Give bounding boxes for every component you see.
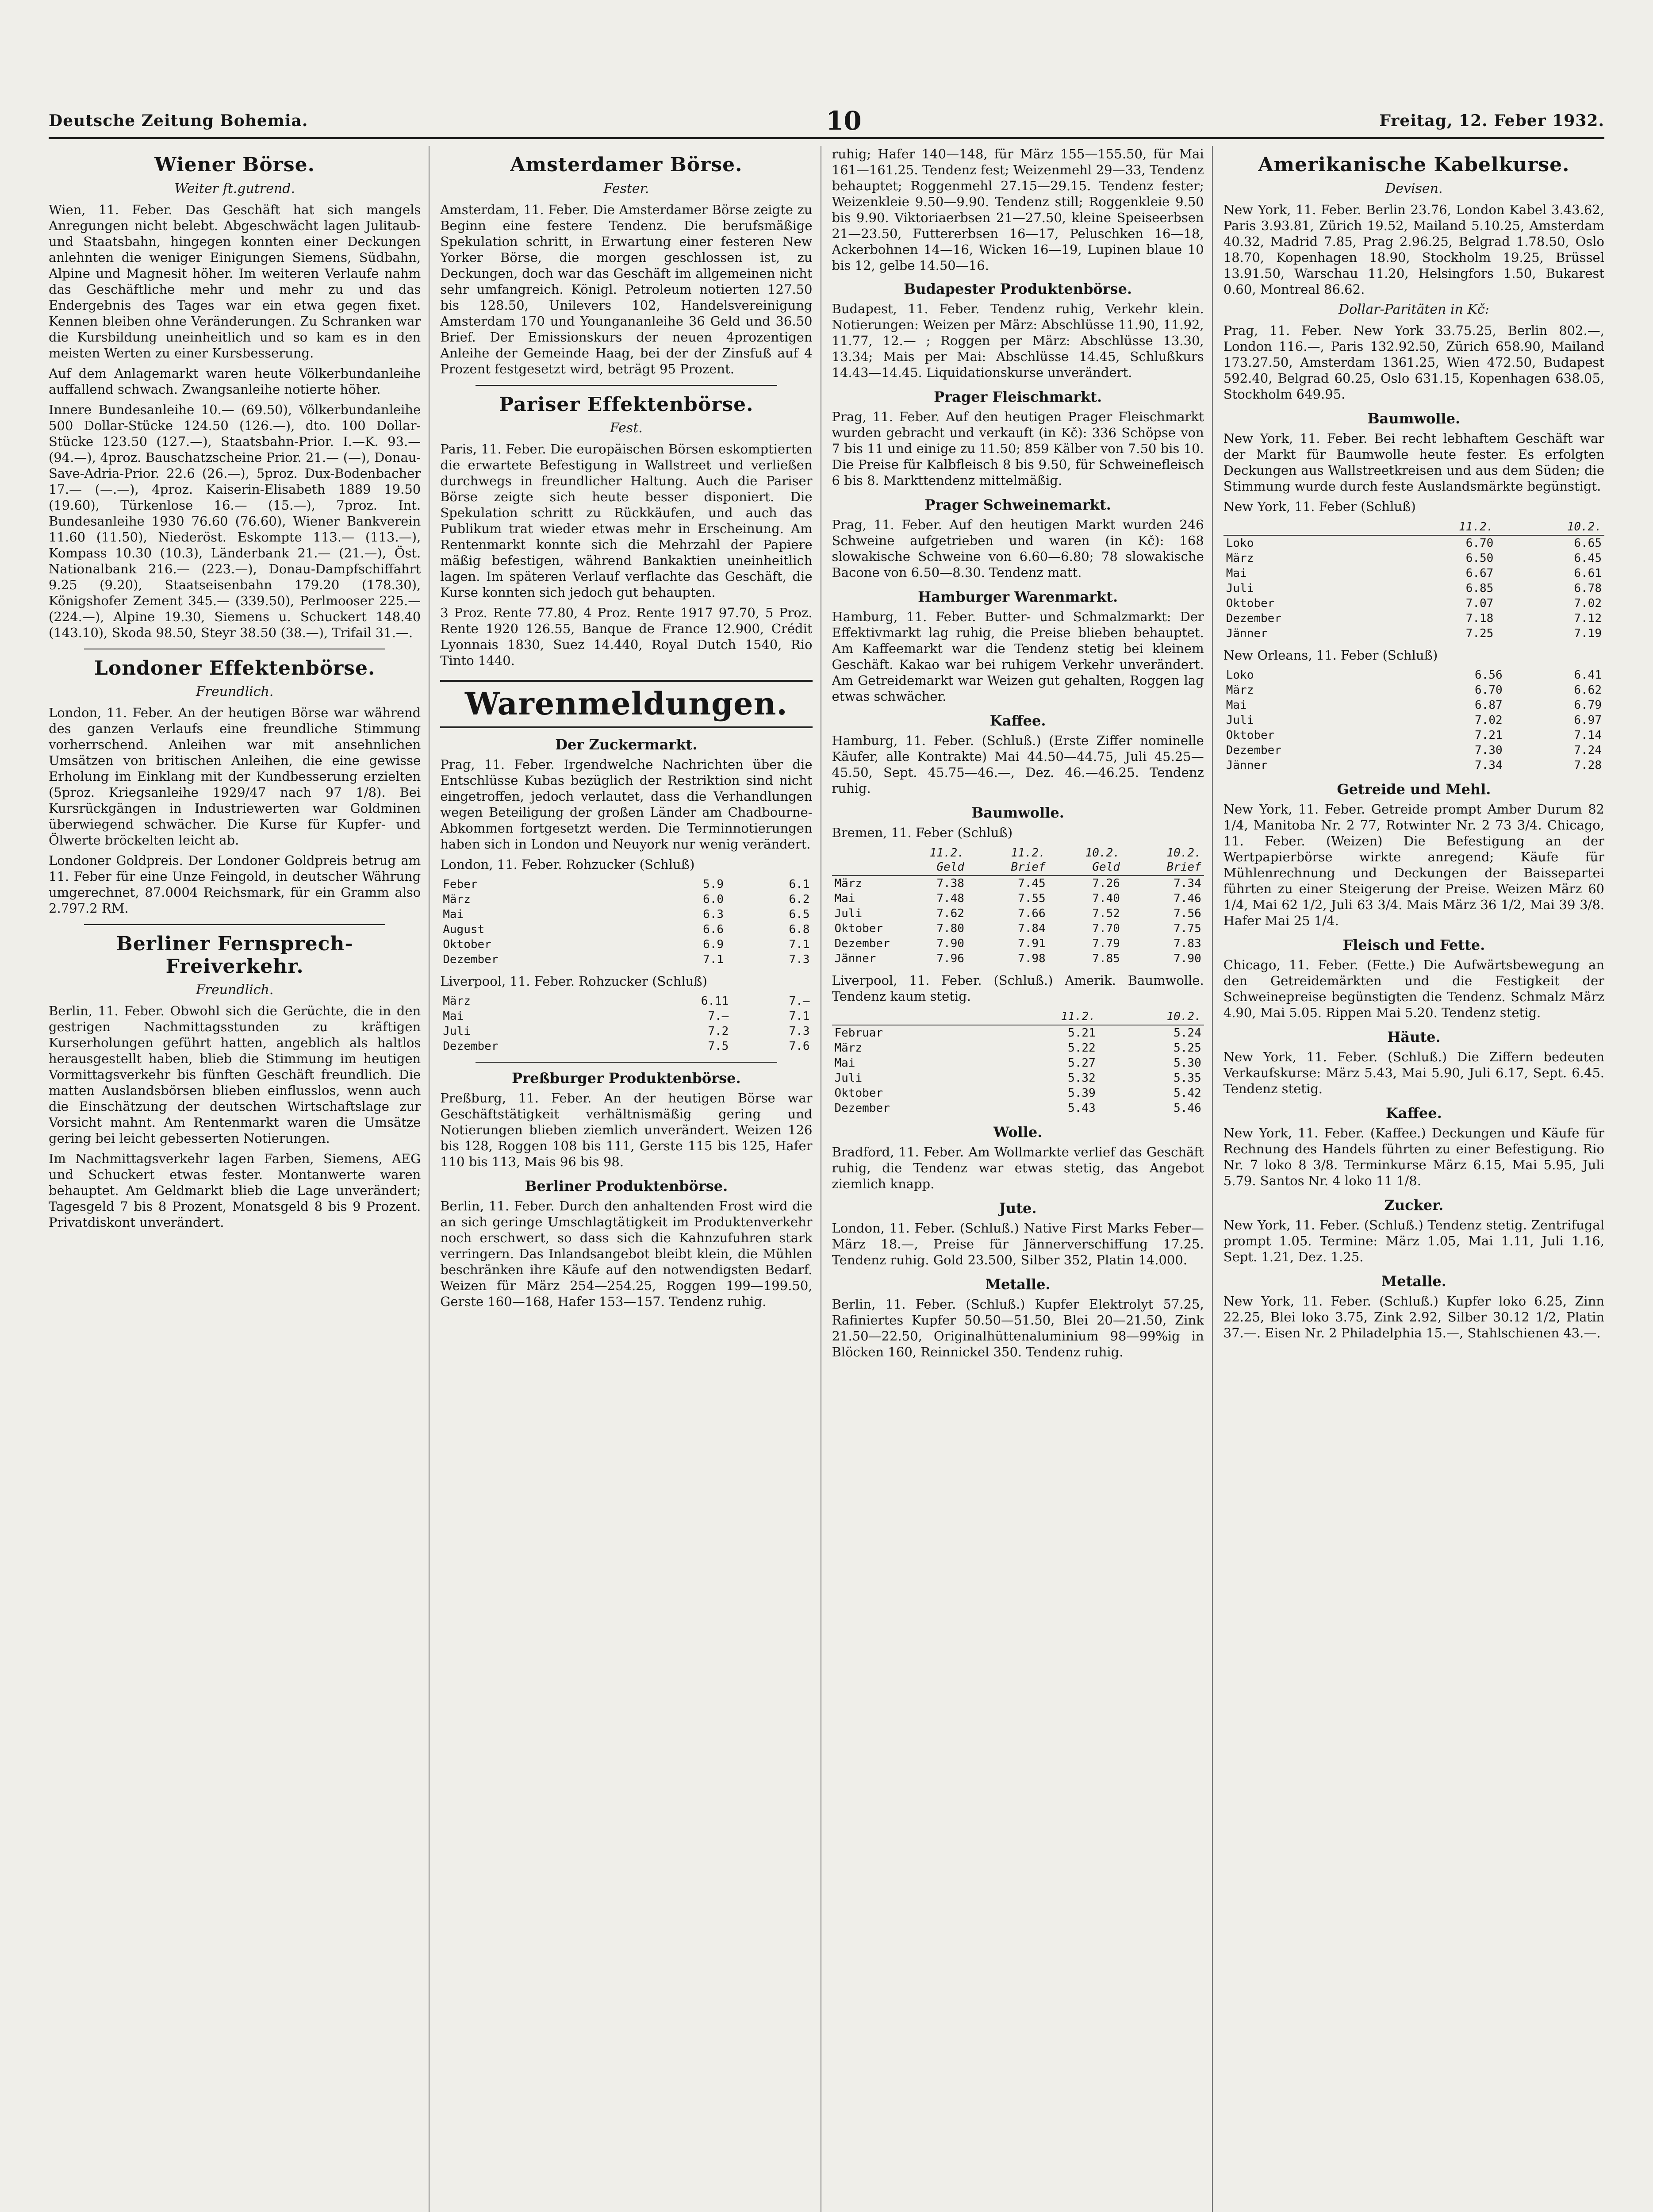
table-cell: 6.45 xyxy=(1574,551,1602,565)
table-cell: 7.91 xyxy=(1018,937,1046,950)
table-row xyxy=(1223,713,1604,728)
table-cell: 6.85 xyxy=(1465,581,1494,595)
table-cell: Jänner xyxy=(1226,758,1268,772)
columns xyxy=(49,146,1604,2212)
table-cell: 5.27 xyxy=(1068,1056,1096,1070)
article-paragraph: Prag, 11. Feber. Auf den heutigen Prager Fleischmarkt wurden gebracht und verkauft (in Kč): 336 Schöpse von 7 bis 11 und einige zu 11.50; 859 Kälber von 7.50 bis 10. Die Preise für Kalbfleisch 8 bis 9.50, für Schweinefleisch 6 bis 8. Markttendenz mittelmäßig. xyxy=(832,409,1204,488)
table-row xyxy=(832,876,1204,891)
section-title: Häute. xyxy=(1387,1028,1441,1045)
table-cell: 7.40 xyxy=(1092,892,1120,905)
cotton-neworleans-table xyxy=(1223,668,1604,773)
table-cell: 5.24 xyxy=(1174,1026,1201,1040)
table-cell: 7.28 xyxy=(1574,758,1602,772)
article-paragraph: New York, 11. Feber. Bei recht lebhaftem Geschäft war der Markt für Baumwolle heute fester. Es erfolgten Deckungen aus Wallstreetkreisen und aus dem Süden; die Stimmung wurde durch feste Auslandsmärkte begünstigt. xyxy=(1223,430,1604,494)
article-paragraph: Budapest, 11. Feber. Tendenz ruhig, Verkehr klein. Notierungen: Weizen per März: Abschlüsse 11.90, 11.92, 11.77, 12.— ; Roggen per März: Abschlüsse 13.30, 13.34; Mais per Mai: Abschlüsse 14.45, Schlußkurs 14.43—14.45. Liquidationskurse unverändert. xyxy=(832,301,1204,380)
table-cell: 7.46 xyxy=(1174,892,1201,905)
article-paragraph: Prag, 11. Feber. Auf den heutigen Markt wurden 246 Schweine aufgetrieben und waren (in Kč): 168 slowakische Schweine von 6.60—6.80; 78 slowakische Bacone von 6.50—8.30. Tendenz matt. xyxy=(832,517,1204,580)
table-cell: Loko xyxy=(1226,668,1254,682)
table-row xyxy=(1223,743,1604,758)
cotton-liverpool-table xyxy=(832,1009,1204,1116)
table-cell: 7.5 xyxy=(708,1039,729,1053)
table-row xyxy=(440,892,812,907)
section-hamburger-warenmarkt xyxy=(832,588,1204,704)
masthead-name: Deutsche Zeitung Bohemia. xyxy=(49,111,308,130)
table-cell: 7.18 xyxy=(1465,611,1494,625)
article-paragraph: Wien, 11. Feber. Das Geschäft hat sich mangels Anregungen nicht belebt. Abgeschwächt lagen Julitaub- und Staatsbahn, hingegen konnten einer Deckungen anlehnten die weniger Einigungen Siemens, Südbahn, Alpine und Magnesit höher. Im weiteren Verlaufe nahm das Geschäftliche mehr und mehr zu und das Endergebnis des Tages war ein etwa gegen fixet. Kennen bleiben ohne Veränderungen. Zu Schranken war die Kursbildung uneinheitlich und so kam es in den meisten Werten zu einer Kursbesserung. xyxy=(49,202,421,361)
table-cell: 5.35 xyxy=(1174,1071,1201,1085)
table-cell: Feber xyxy=(443,877,478,891)
table-cell: 5.22 xyxy=(1068,1041,1096,1055)
table-cell: 6.11 xyxy=(701,994,729,1008)
table-row xyxy=(440,1024,812,1039)
table-row xyxy=(832,1086,1204,1101)
section-kaffee xyxy=(832,712,1204,796)
table-cell: 7.6 xyxy=(789,1039,810,1053)
table-cell: Oktober xyxy=(443,937,491,951)
table-cell: 6.65 xyxy=(1574,536,1602,550)
table-cell: 7.56 xyxy=(1174,907,1201,920)
table-cell: 7.55 xyxy=(1018,892,1046,905)
table-cell: Oktober xyxy=(1226,728,1275,742)
table-row xyxy=(832,1041,1204,1056)
table-row xyxy=(832,921,1204,936)
article-paragraph: Berlin, 11. Feber. (Schluß.) Kupfer Elektrolyt 57.25, Rafiniertes Kupfer 50.50—51.50, Blei 20—21.50, Zink 21.50—22.50, Originalhüttenaluminium 98—99%ig in Blöcken 160, Reinnickel 350. Tendenz ruhig. xyxy=(832,1297,1204,1359)
table-cell: 6.8 xyxy=(789,922,810,936)
table-row xyxy=(440,922,812,937)
article-paragraph: Amsterdam, 11. Feber. Die Amsterdamer Börse zeigte zu Beginn eine festere Tendenz. Die berufsmäßige Spekulation schritt, in Erwartung einer festeren New Yorker Börse, die morgen geschlossen ist, zu Deckungen, doch war das Geschäft im allgemeinen nicht sehr umfangreich. Königl. Petroleum notierten 127.50 bis 128.50, Unilevers 102, Handelsvereinigung Amsterdam 170 und Youngananleihe 36 Geld und 36.50 Brief. Der Emissionskurs der neuen 4prozentigen Anleihe der Gemeinde Haag, bei der der Zinsfuß auf 4 Prozent festgesetzt wird, beträgt 95 Prozent. xyxy=(440,202,813,376)
table-cell: 6.3 xyxy=(703,907,724,921)
column-3 xyxy=(832,146,1213,2212)
section-subtitle: Weiter ft.gutrend. xyxy=(174,180,295,196)
table-cell: Jänner xyxy=(1226,626,1268,640)
section-title: Amerikanische Kabelkurse. xyxy=(1258,154,1570,176)
table-cell: 7.1 xyxy=(703,952,724,966)
table-cell: 7.2 xyxy=(708,1024,729,1038)
subsection-title: Der Zuckermarkt. xyxy=(555,736,698,753)
section-title: Hamburger Warenmarkt. xyxy=(918,588,1118,605)
table-cell: 7.12 xyxy=(1574,611,1602,625)
table-cell: Dezember xyxy=(443,1039,499,1053)
table-row xyxy=(440,877,812,892)
page-number: 10 xyxy=(826,106,862,136)
article-paragraph: New York, 11. Feber. (Kaffee.) Deckungen und Käufe für Rechnung des Handels führten zu einer Befestigung. Rio Nr. 7 loko 8 3/8. Terminkurse März 6.15, Mai 5.95, Juli 5.79. Santos Nr. 4 loko 11 1/8. xyxy=(1223,1125,1604,1188)
section-metalle xyxy=(832,1276,1204,1360)
table-row xyxy=(440,907,812,922)
table-cell: März xyxy=(443,892,471,906)
table-cell: 7.21 xyxy=(1475,728,1503,742)
article-paragraph: Prag, 11. Feber. New York 33.75.25, Berlin 802.—, London 116.—, Paris 132.92.50, Zürich 658.90, Mailand 173.27.50, Amsterdam 1361.25, Wien 472.50, Budapest 592.40, Belgrad 60.25, Oslo 631.15, Kopenhagen 638.05, Stockholm 649.95. xyxy=(1223,323,1604,402)
table-cell: Mai xyxy=(1226,698,1247,712)
table-cell: Februar xyxy=(834,1026,883,1040)
table-cell: Mai xyxy=(443,1009,464,1023)
table-cell: 7.90 xyxy=(1174,952,1201,965)
table-caption: Liverpool, 11. Feber. Rohzucker (Schluß) xyxy=(440,973,707,989)
table-row xyxy=(832,936,1204,951)
table-cell: 7.38 xyxy=(936,877,964,890)
table-cell: Mai xyxy=(443,907,464,921)
table-cell: 6.70 xyxy=(1475,683,1503,697)
section-title: Budapester Produktenbörse. xyxy=(904,280,1132,297)
table-row xyxy=(1223,535,1604,551)
table-cell: 6.70 xyxy=(1465,536,1494,550)
table-cell: 7.79 xyxy=(1092,937,1120,950)
table-cell: 7.98 xyxy=(1018,952,1046,965)
table-caption: London, 11. Feber. Rohzucker (Schluß) xyxy=(440,856,695,872)
section-haeute xyxy=(1223,1029,1604,1097)
table-cell: 7.07 xyxy=(1465,596,1494,610)
table-cell: März xyxy=(834,877,863,890)
column-4 xyxy=(1223,146,1604,2212)
section-prager-schweinemarkt xyxy=(832,496,1204,580)
table-cell: Oktober xyxy=(834,1087,883,1100)
table-row xyxy=(1223,758,1604,773)
article-paragraph: Liverpool, 11. Feber. (Schluß.) Amerik. Baumwolle. Tendenz kaum stetig. xyxy=(832,973,1204,1004)
table-cell: 5.32 xyxy=(1068,1071,1096,1085)
table-cell: 6.5 xyxy=(789,907,810,921)
article-paragraph: Auf dem Anlagemarkt waren heute Völkerbundanleihe auffallend schwach. Zwangsanleihe notierte höher. xyxy=(49,365,421,397)
table-cell: Juli xyxy=(834,1071,863,1085)
section-fleisch-fette xyxy=(1223,937,1604,1021)
table-cell: 6.1 xyxy=(789,877,810,891)
table-cell: Oktober xyxy=(834,922,883,935)
table-cell: 5.46 xyxy=(1174,1102,1201,1115)
table-cell: 7.83 xyxy=(1174,937,1201,950)
section-budapester-produktenboerse xyxy=(832,280,1204,380)
table-row xyxy=(1223,611,1604,626)
section-subtitle: Fest. xyxy=(610,420,643,436)
article-paragraph: ruhig; Hafer 140—148, für März 155—155.50, für Mai 161—161.25. Tendenz fest; Weizenmehl 29—33, Tendenz behauptet; Roggenmehl 27.15—29.15. Tendenz fester; Weizenkleie 9.50—9.90. Tendenz still; Roggenkleie 9.50 bis 9.90. Viktoriaerbsen 21—27.50, kleine Speiseerbsen 21—23.50, Futtererbsen 16—17, Peluschken 16—18, Ackerbohnen 14—16, Wicken 16—19, Lupinen blaue 10 bis 12, gelbe 14.50—16. xyxy=(832,146,1204,273)
table-cell: Mai xyxy=(834,892,855,905)
section-subtitle: Fester. xyxy=(603,180,649,196)
table-cell: Juli xyxy=(1226,713,1254,727)
table-cell: Mai xyxy=(1226,566,1247,580)
table-cell: 5.9 xyxy=(703,877,724,891)
table-cell: 7.25 xyxy=(1465,626,1494,640)
article-paragraph: Innere Bundesanleihe 10.— (69.50), Völkerbundanleihe 500 Dollar-Stücke 124.50 (126.—), dto. 100 Dollar-Stücke 123.50 (127.—), Staatsbahn-Prior. I.—K. 93.— (94.—), 4proz. Bauschatzscheine Prior. 21.— (—), Donau-Save-Adria-Prior. 22.6 (26.—), 5proz. Dux-Bodenbacher 17.— (—.—), 4proz. Kaiserin-Elisabeth 1889 19.50 (19.60), Türkenlose 16.— (15.—), 7proz. Int. Bundesanleihe 1930 76.60 (76.60), Wiener Bankverein 11.60 (11.50), Niederöst. Eskompte 113.— (113.—), Kompass 10.30 (10.3), Länderbank 21.— (21.—), Öst. Nationalbank 216.— (223.—), Donau-Dampfschiffahrt 9.25 (9.20), Staatseisenbahn 179.20 (178.30), Königshofer Zement 345.— (339.50), Perlmooser 225.— (224.—), Alpine 19.30, Siemens u. Schuckert 148.40 (143.10), Skoda 98.50, Steyr 38.50 (38.—), Trifail 31.—. xyxy=(49,402,421,640)
table-cell: 7.84 xyxy=(1018,922,1046,935)
table-cell: 7.1 xyxy=(789,1009,810,1023)
table-cell: 7.48 xyxy=(936,892,964,905)
table-cell: März xyxy=(834,1041,863,1055)
table-cell: 7.14 xyxy=(1574,728,1602,742)
table-cell: 7.80 xyxy=(936,922,964,935)
table-cell: 7.85 xyxy=(1092,952,1120,965)
table-row xyxy=(440,952,812,967)
table-row xyxy=(1223,626,1604,641)
section-kaffee-ny xyxy=(1223,1105,1604,1189)
table-row xyxy=(1223,698,1604,713)
article-paragraph: Berlin, 11. Feber. Durch den anhaltenden Frost wird die an sich geringe Umschlagtätigkeit im Produktenverkehr noch erschwert, so dass sich die Kahnzufuhren stark verringern. Das Inlandsangebot bleibt klein, die Mühlen beschränken ihre Käufe auf den notwendigsten Bedarf. Weizen für März 254—254.25, Roggen 199—199.50, Gerste 160—168, Hafer 153—157. Tendenz ruhig. xyxy=(440,1198,813,1309)
section-title: Baumwolle. xyxy=(971,804,1064,821)
table-header-cell: 11.2. Brief xyxy=(967,845,1048,876)
table-cell: März xyxy=(1226,551,1254,565)
table-row xyxy=(832,1101,1204,1116)
table-row xyxy=(832,1071,1204,1086)
table-cell: 7.62 xyxy=(936,907,964,920)
table-header-cell xyxy=(1223,519,1388,535)
section-amerikanische-kabelkurse xyxy=(1223,154,1604,402)
table-cell: 6.79 xyxy=(1574,698,1602,712)
section-title: Getreide und Mehl. xyxy=(1337,780,1491,798)
table-row xyxy=(1223,683,1604,698)
table-cell: März xyxy=(1226,683,1254,697)
table-cell: Juli xyxy=(443,1024,471,1038)
section-subtitle: Freundlich. xyxy=(196,982,274,998)
table-row xyxy=(440,1009,812,1024)
article-paragraph: Hamburg, 11. Feber. Butter- und Schmalzmarkt: Der Effektivmarkt lag ruhig, die Preise blieben behauptet. Am Kaffeemarkt war die Tendenz stetig bei kleinem Geschäft. Kakao war bei ruhigem Verkehr unverändert. Am Getreidemarkt war Weizen gut gehalten, Roggen lag etwas schwächer. xyxy=(832,609,1204,704)
table-cell: 6.78 xyxy=(1574,581,1602,595)
table-cell: 6.87 xyxy=(1475,698,1503,712)
table-row xyxy=(1223,551,1604,566)
article-paragraph: Paris, 11. Feber. Die europäischen Börsen eskomptierten die erwartete Befestigung in Wallstreet und verließen durchwegs in freundlicher Haltung. Auch die Pariser Börse zeigte sich heute besser disponiert. Die Spekulation schritt zu Rückkäufen, und auch das Publikum trat wieder etwas mehr in Erscheinung. Am Rentenmarkt konnte sich die Mehrzahl der Papiere mäßig befestigen, während Bankaktien uneinheitlich lagen. Im späteren Verlauf verflachte das Geschäft, die Kurse konnten sich jedoch gut behaupten. xyxy=(440,442,813,600)
section-title: Berliner Fernsprech-Freiverkehr. xyxy=(116,933,353,978)
table-cell: 5.43 xyxy=(1068,1102,1096,1115)
section-metalle-ny xyxy=(1223,1273,1604,1341)
section-prager-fleischmarkt xyxy=(832,388,1204,488)
section-title: Wiener Börse. xyxy=(154,154,315,176)
table-cell: Dezember xyxy=(834,1102,890,1115)
article-paragraph: Preßburg, 11. Feber. An der heutigen Börse war Geschäftstätigkeit verhältnismäßig gering und Notierungen blieben ziemlich unverändert. Weizen 126 bis 128, Roggen 108 bis 111, Gerste 115 bis 125, Hafer 110 bis 113, Mais 96 bis 98. xyxy=(440,1090,813,1169)
table-cell: 6.61 xyxy=(1574,566,1602,580)
table-row xyxy=(1223,596,1604,611)
table-cell: 7.02 xyxy=(1574,596,1602,610)
article-paragraph: New York, 11. Feber. (Schluß.) Die Ziffern bedeuten Verkaufskurse: März 5.43, Mai 5.90, Juli 6.17, Sept. 6.45. Tendenz stetig. xyxy=(1223,1049,1604,1096)
table-cell: 6.97 xyxy=(1574,713,1602,727)
article-paragraph: Berlin, 11. Feber. Obwohl sich die Gerüchte, die in den gestrigen Nachmittagsstunden zu kräftigen Kurserholungen geführt hatten, angeblich als haltlos herausgestellt haben, blieb die Stimmung im heutigen Vormittagsverkehr bis fünften Geschäft freundlich. Die matten Auslandsbörsen blieben einflusslos, wenn auch die Einschätzung der deutschen Wirtschaftslage zur Vorsicht mahnt. Am Rentenmarkt waren die Umsätze gering bei leicht gebesserten Notierungen. xyxy=(49,1003,421,1146)
table-row xyxy=(440,994,812,1009)
table-cell: 7.96 xyxy=(936,952,964,965)
table-cell: 6.2 xyxy=(789,892,810,906)
table-cell: 7.1 xyxy=(789,937,810,951)
section-title: Berliner Produktenbörse. xyxy=(525,1177,728,1194)
table-cell: 5.21 xyxy=(1068,1026,1096,1040)
table-cell: Dezember xyxy=(1226,611,1281,625)
section-title: Metalle. xyxy=(1381,1272,1446,1290)
table-cell: Oktober xyxy=(1226,596,1275,610)
table-row xyxy=(832,1025,1204,1041)
table-cell: 7.34 xyxy=(1174,877,1201,890)
table-row xyxy=(832,891,1204,906)
table-cell: 7.— xyxy=(789,994,810,1008)
table-cell: 6.50 xyxy=(1465,551,1494,565)
table-cell: 7.30 xyxy=(1475,743,1503,757)
article-paragraph: Hamburg, 11. Feber. (Schluß.) (Erste Ziffer nominelle Käufer, alle Kontrakte) Mai 44.50—44.75, Juli 45.25—45.50, Sept. 45.75—46.—, Dez. 46.—46.25. Tendenz ruhig. xyxy=(832,733,1204,796)
table-row xyxy=(832,906,1204,921)
table-cell: 7.24 xyxy=(1574,743,1602,757)
table-cell: 7.02 xyxy=(1475,713,1503,727)
table-cell: 7.45 xyxy=(1018,877,1046,890)
section-getreide-mehl xyxy=(1223,781,1604,929)
table-cell: 7.— xyxy=(708,1009,729,1023)
issue-date: Freitag, 12. Feber 1932. xyxy=(1379,111,1604,130)
table-row xyxy=(1223,728,1604,743)
table-cell: August xyxy=(443,922,485,936)
section-berliner-freiverkehr xyxy=(49,933,421,1230)
section-title: Prager Fleischmarkt. xyxy=(934,388,1102,405)
table-cell: 6.41 xyxy=(1574,668,1602,682)
sugar-london-table xyxy=(440,877,812,967)
running-header xyxy=(49,104,1604,139)
section-title: Prager Schweinemarkt. xyxy=(924,496,1111,513)
section-baumwolle xyxy=(832,804,1204,1116)
article-paragraph: Im Nachmittagsverkehr lagen Farben, Siemens, AEG und Schuckert etwas fester. Montanwerte waren behauptet. Am Geldmarkt blieb die Lage unverändert; Tagesgeld 7 bis 8 Prozent, Monatsgeld 8 bis 9 Prozent. Privatdiskont unverändert. xyxy=(49,1151,421,1230)
table-row xyxy=(832,951,1204,966)
table-cell: Dezember xyxy=(1226,743,1281,757)
section-title: Wolle. xyxy=(993,1124,1043,1141)
section-londoner-effektenboerse xyxy=(49,657,421,917)
table-header-cell xyxy=(832,1009,993,1025)
table-cell: 5.42 xyxy=(1174,1087,1201,1100)
section-pressburger-produktenboerse xyxy=(440,1070,812,1170)
section-title: Pariser Effektenbörse. xyxy=(499,393,754,416)
table-header-cell: 11.2. xyxy=(993,1009,1098,1025)
article-paragraph: London, 11. Feber. An der heutigen Börse war während des ganzen Verlaufs eine freundliche Stimmung vorherrschend. Anleihen war mit ansehnlichen Umsätzen von britischen Anleihen, die eine gewisse Erholung im Einklang mit der Kundbesserung erzielten (5proz. Kriegsanleihe 1929/47 nach 97 1/8). Bei Kursrückgängen in Industriewerten war Goldminen überwiegend schwächer. Die Kurse für Kupfer- und Ölwerte bröckelten leicht ab. xyxy=(49,705,421,848)
section-berliner-produktenboerse xyxy=(440,1178,812,1310)
table-header-cell xyxy=(832,845,893,876)
table-cell: 7.26 xyxy=(1092,877,1120,890)
table-caption: New Orleans, 11. Feber (Schluß) xyxy=(1223,647,1438,663)
section-subtitle: Devisen. xyxy=(1385,180,1443,196)
table-cell: 5.25 xyxy=(1174,1041,1201,1055)
sugar-liverpool-table xyxy=(440,994,812,1054)
table-cell: 6.0 xyxy=(703,892,724,906)
table-cell: 7.75 xyxy=(1174,922,1201,935)
section-subtitle: Dollar-Paritäten in Kč: xyxy=(1339,301,1489,317)
table-cell: Juli xyxy=(834,907,863,920)
section-title: Preßburger Produktenbörse. xyxy=(512,1069,741,1087)
article-paragraph: Chicago, 11. Feber. (Fette.) Die Aufwärtsbewegung an den Getreidemärkten und die Festigkeit der Schweinepreise begünstigten die Tendenz. Schmalz März 4.90, Mai 5.05. Rippen Mai 5.20. Tendenz stetig. xyxy=(1223,957,1604,1020)
table-cell: Mai xyxy=(834,1056,855,1070)
section-wiener-boerse xyxy=(49,154,421,641)
table-row xyxy=(1223,581,1604,596)
main-section-title: Warenmeldungen. xyxy=(440,680,812,728)
section-title: Kaffee. xyxy=(989,712,1046,729)
table-row xyxy=(832,1056,1204,1071)
section-title: Zucker. xyxy=(1384,1196,1444,1214)
table-cell: 7.34 xyxy=(1475,758,1503,772)
table-cell: 6.62 xyxy=(1574,683,1602,697)
table-cell: 5.39 xyxy=(1068,1087,1096,1100)
article-paragraph: Londoner Goldpreis. Der Londoner Goldpreis betrug am 11. Feber für eine Unze Feingold, in deutscher Währung umgerechnet, 87.0004 Reichsmark, für ein Gramm also 2.797.2 RM. xyxy=(49,853,421,916)
article-paragraph: London, 11. Feber. (Schluß.) Native First Marks Feber—März 18.—, Preise für Jännerverschiffung 17.25. Tendenz ruhig. Gold 23.500, Silber 352, Platin 14.000. xyxy=(832,1221,1204,1267)
column-1 xyxy=(49,146,430,2212)
table-cell: 7.3 xyxy=(789,1024,810,1038)
section-title: Amsterdamer Börse. xyxy=(510,154,743,176)
table-caption: New York, 11. Feber (Schluß) xyxy=(1223,499,1416,514)
table-cell: 7.90 xyxy=(936,937,964,950)
column-2 xyxy=(440,146,821,2212)
table-cell: 5.30 xyxy=(1174,1056,1201,1070)
table-cell: 7.70 xyxy=(1092,922,1120,935)
section-title: Kaffee. xyxy=(1386,1104,1442,1121)
section-jute xyxy=(832,1200,1204,1268)
table-cell: 7.19 xyxy=(1574,626,1602,640)
cotton-bremen-table xyxy=(832,845,1204,966)
table-row xyxy=(1223,668,1604,683)
article-paragraph: New York, 11. Feber. (Schluß.) Kupfer loko 6.25, Zinn 22.25, Blei loko 3.75, Zink 2.92, Silber 30.12 1/2, Platin 37.—. Eisen Nr. 2 Philadelphia 15.—, Stahlschienen 43.—. xyxy=(1223,1293,1604,1340)
section-title: Fleisch und Fette. xyxy=(1342,936,1485,953)
table-cell: 7.3 xyxy=(789,952,810,966)
table-cell: Dezember xyxy=(834,937,890,950)
table-cell: 6.9 xyxy=(703,937,724,951)
article-paragraph: New York, 11. Feber. (Schluß.) Tendenz stetig. Zentrifugal prompt 1.05. Termine: März 1.05, Mai 1.11, Juli 1.16, Sept. 1.21, Dez. 1.25. xyxy=(1223,1217,1604,1264)
article-paragraph: Prag, 11. Feber. Irgendwelche Nachrichten über die Entschlüsse Kubas bezüglich der Restriktion sind nicht eingetroffen, jedoch verlautet, dass die Verhandlungen wegen Beteiligung der großen Länder am Chadbourne-Abkommen fortgesetzt werden. Die Terminnotierungen haben sich in London und Neuyork nur wenig verändert. xyxy=(440,757,813,852)
table-cell: Jänner xyxy=(834,952,876,965)
table-cell: Dezember xyxy=(443,952,499,966)
section-title: Baumwolle. xyxy=(1367,410,1461,427)
section-subtitle: Freundlich. xyxy=(196,684,274,700)
table-row xyxy=(1223,566,1604,581)
section-title: Metalle. xyxy=(985,1276,1051,1293)
article-paragraph: New York, 11. Feber. Berlin 23.76, London Kabel 3.43.62, Paris 3.93.81, Zürich 19.52, Mailand 5.10.25, Amsterdam 40.32, Madrid 7.85, Prag 2.96.25, Belgrad 1.78.50, Oslo 18.70, Kopenhagen 18.90, Stockholm 19.25, Brüssel 13.91.50, Warschau 11.20, Helsingfors 1.50, Bukarest 0.60, Montreal 86.62. xyxy=(1223,202,1604,297)
section-zucker-ny xyxy=(1223,1197,1604,1265)
divider xyxy=(84,924,385,925)
section-warenmeldungen xyxy=(440,680,812,1054)
section-title: Jute. xyxy=(999,1200,1037,1217)
table-cell: 7.52 xyxy=(1092,907,1120,920)
table-cell: 6.6 xyxy=(703,922,724,936)
table-cell: 7.66 xyxy=(1018,907,1046,920)
article-paragraph: New York, 11. Feber. Getreide prompt Amber Durum 82 1/4, Manitoba Nr. 2 77, Rotwinter Nr. 2 73 3/4. Chicago, 11. Feber. (Weizen) Die Befestigung an der Wertpapierbörse wirkte anregend; Käufe für Mühlenrechnung und Deckungen der Baissepartei führten zu einer Steigerung der Preise. Weizen März 60 1/4, Mai 62 1/2, Juli 63 3/4. Mais März 36 1/2, Mai 39 3/8. Hafer Mai 25 1/4. xyxy=(1223,801,1604,928)
table-row xyxy=(440,937,812,952)
table-header-cell: 10.2. Geld xyxy=(1048,845,1123,876)
table-cell: Juli xyxy=(1226,581,1254,595)
table-cell: Loko xyxy=(1226,536,1254,550)
section-wolle xyxy=(832,1124,1204,1192)
divider xyxy=(476,385,777,386)
table-header-cell: 10.2. xyxy=(1496,519,1604,535)
table-row xyxy=(440,1039,812,1054)
table-header-cell: 10.2. xyxy=(1098,1009,1204,1025)
section-pariser-effektenboerse xyxy=(440,394,812,669)
section-title: Londoner Effektenbörse. xyxy=(94,657,376,680)
divider xyxy=(476,1062,777,1063)
table-header-cell: 10.2. Brief xyxy=(1123,845,1204,876)
cotton-newyork-table xyxy=(1223,519,1604,641)
section-amsterdamer-boerse xyxy=(440,154,812,377)
table-cell: März xyxy=(443,994,471,1008)
table-caption: Bremen, 11. Feber (Schluß) xyxy=(832,825,1013,840)
section-baumwolle-ny xyxy=(1223,410,1604,773)
table-cell: 6.67 xyxy=(1465,566,1494,580)
table-header-cell: 11.2. Geld xyxy=(893,845,967,876)
article-paragraph: 3 Proz. Rente 77.80, 4 Proz. Rente 1917 97.70, 5 Proz. Rente 1920 126.55, Banque de France 12.900, Crédit Lyonnais 1830, Suez 14.440, Royal Dutch 1540, Rio Tinto 1440. xyxy=(440,605,813,668)
article-paragraph: Bradford, 11. Feber. Am Wollmarkte verlief das Geschäft ruhig, die Tendenz war etwas stetig, das Angebot ziemlich knapp. xyxy=(832,1144,1204,1191)
table-cell: 6.56 xyxy=(1475,668,1503,682)
table-header-cell: 11.2. xyxy=(1388,519,1496,535)
